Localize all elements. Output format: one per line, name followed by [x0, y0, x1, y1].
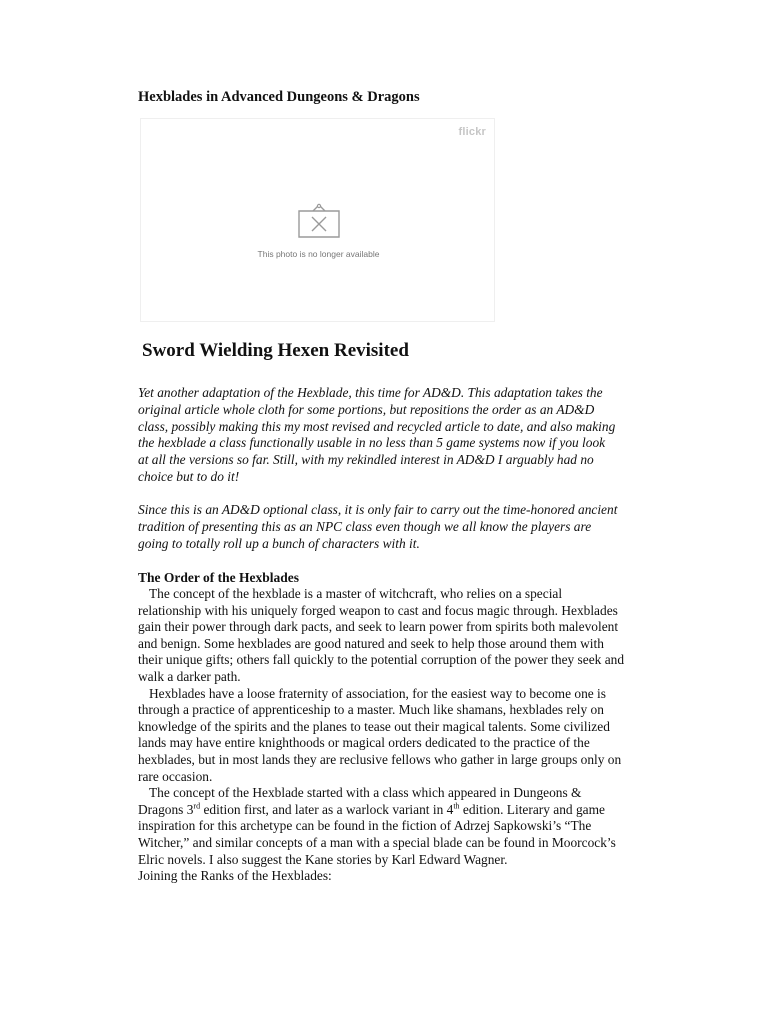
intro-paragraph: Yet another adaptation of the Hexblade, this time for AD&D. This adaptation takes the original article whole cloth for some portions, but repositions the order as an AD&D class, possibly making this my most revised and recycled article to date, and also making the hexblade a class functionally usable in no less than 5 game systems now if you look at all the versions so far. Still, with my rekindled interest in AD&D I arguably had no choice but to do it!	[138, 385, 616, 484]
photo-unavailable-message: This photo is no longer available	[257, 249, 380, 259]
body-text-run: The concept of the Hexblade started with a class which appeared in Dungeons & Dragons 3	[138, 785, 582, 817]
document-title: Hexblades in Advanced Dungeons & Dragons	[138, 89, 420, 105]
section-title: The Order of the Hexblades	[138, 570, 299, 585]
unavailable-photo-placeholder	[140, 118, 495, 322]
broken-image-icon	[296, 203, 342, 239]
body-text-run: edition. Literary and game inspiration for this archetype can be found in the fiction of Adrzej Sapkowski’s “The Witcher,” and similar concepts of a man with a special blade can be found in Moorcock’s Elric novels. I also suggest the Kane stories by Karl Edward Wagner.	[138, 801, 616, 867]
body-paragraph	[138, 785, 628, 868]
flickr-logo: flickr	[458, 126, 486, 138]
body-paragraph: Hexblades have a loose fraternity of association, for the easiest way to become one is through a practice of apprenticeship to a master. Much like shamans, hexblades rely on knowledge of the spirits and the planes to tease out their magical talents. Some civilized lands may have entire knighthoods or magical orders dedicated to the practice of the hexblades, but in most lands they are reclusive fellows who gather in large groups only on rare occasion.	[138, 685, 622, 784]
article-heading: Sword Wielding Hexen Revisited	[142, 340, 409, 361]
ordinal-suffix: rd	[193, 801, 201, 811]
intro-paragraph: Since this is an AD&D optional class, it is only fair to carry out the time-honored ancient tradition of presenting this as an NPC class even though we all know the players are going to totally roll up a bunch of characters with it.	[138, 502, 618, 551]
section-body	[138, 586, 628, 885]
body-paragraph: The concept of the hexblade is a master of witchcraft, who relies on a special relationship with his uniquely forged weapon to cast and focus magic through. Hexblades gain their power through dark pacts, and seek to learn power from spirits both malevolent and benign. Some hexblades are good natured and seek to help those around them with their unique gifts; others fall quickly to the potential corruption of the power they seek and walk a darker path.	[138, 586, 625, 684]
body-paragraph: Joining the Ranks of the Hexblades:	[138, 868, 332, 884]
body-text-run: edition first, and later as a warlock variant in 4	[200, 801, 454, 817]
ordinal-suffix: th	[453, 801, 460, 811]
